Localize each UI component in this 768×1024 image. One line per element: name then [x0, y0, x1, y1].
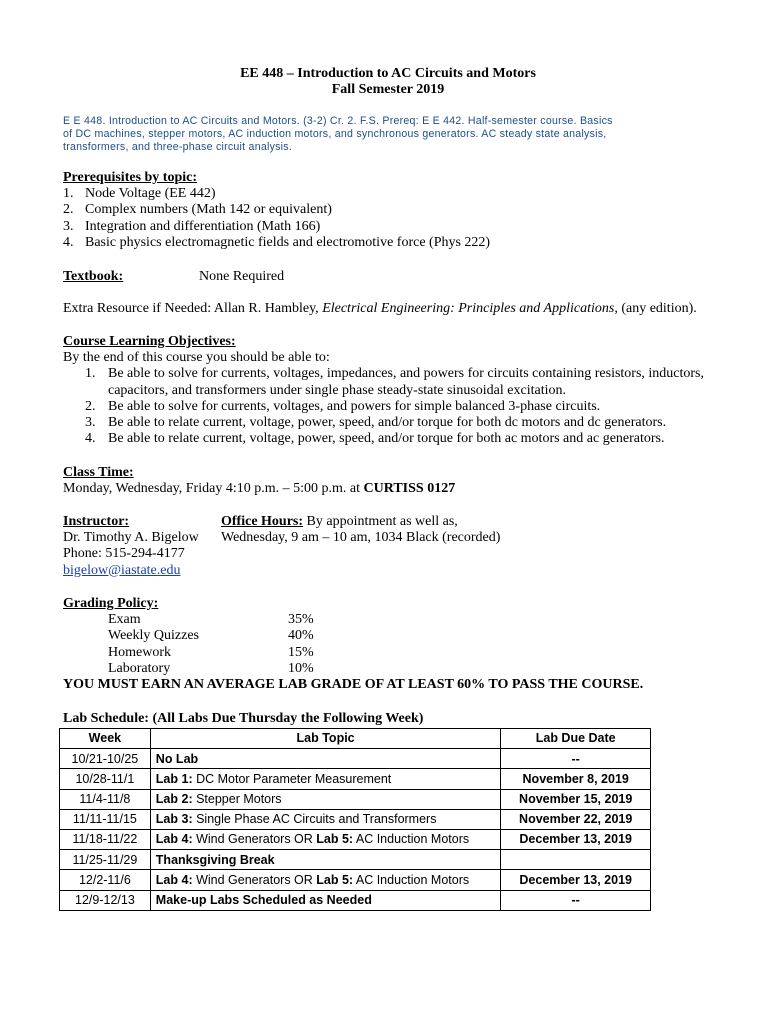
instructor-email-link[interactable]: bigelow@iastate.edu [63, 562, 181, 578]
due-cell: December 13, 2019 [501, 829, 651, 849]
topic-text: AC Induction Motors [353, 832, 470, 847]
item-text: Be able to solve for currents, voltages, impedances, and powers for circuits containing resistors, inductors, capacitors, and transformers under single phase steady-state sinusoidal excitation. [108, 366, 705, 398]
due-cell [501, 850, 651, 870]
table-row [60, 850, 651, 870]
table-header-row [60, 729, 651, 749]
grade-value: 35% [288, 612, 314, 628]
class-time-text [63, 481, 713, 497]
table-row [60, 789, 651, 809]
textbook-value: None Required [199, 269, 285, 284]
item-number: 3. [63, 218, 74, 234]
table-row [60, 769, 651, 789]
topic-text: DC Motor Parameter Measurement [192, 771, 392, 786]
table-row [60, 890, 651, 910]
grade-value: 15% [288, 644, 314, 660]
instructor-phone: Phone: 515-294-4177 [63, 546, 185, 562]
objectives-intro: By the end of this course you should be able to: [63, 350, 330, 366]
topic-text: Wind Generators OR [192, 832, 317, 847]
list-item [63, 415, 713, 431]
objectives-section [63, 334, 713, 447]
due-cell: November 22, 2019 [501, 809, 651, 829]
topic-text: Single Phase AC Circuits and Transformers [192, 812, 437, 827]
office-hours-line: Wednesday, 9 am – 10 am, 1034 Black (recorded) [221, 530, 501, 546]
grade-row [63, 612, 713, 628]
grade-label: Homework [108, 644, 171, 660]
list-item [63, 186, 713, 202]
office-hours-info [221, 514, 500, 579]
week-cell: 12/2-11/6 [60, 870, 151, 890]
instructor-section [63, 514, 713, 579]
lab-grade-notice: YOU MUST EARN AN AVERAGE LAB GRADE OF AT LEAST 60% TO PASS THE COURSE. [63, 677, 644, 693]
table-row [60, 870, 651, 890]
textbook-label: Textbook: [63, 269, 124, 284]
topic-cell [150, 789, 501, 809]
extra-resource-title: Electrical Engineering: Principles and Applications [322, 301, 615, 317]
office-hours-heading: Office Hours: [221, 514, 304, 529]
due-cell: November 8, 2019 [501, 769, 651, 789]
column-header-week: Week [60, 729, 151, 749]
topic-bold: Thanksgiving Break [155, 852, 275, 867]
item-text: Be able to solve for currents, voltages, and powers for simple balanced 3-phase circuits. [108, 398, 601, 414]
prerequisites-section [63, 170, 713, 251]
instructor-info [63, 514, 221, 579]
grading-section [63, 596, 713, 693]
list-item [63, 202, 713, 218]
class-time-schedule: Monday, Wednesday, Friday 4:10 p.m. – 5:00 p.m. at [63, 481, 364, 497]
table-row [60, 749, 651, 769]
catalog-description [63, 115, 713, 154]
topic-cell [150, 769, 501, 789]
class-location: CURTISS 0127 [363, 481, 456, 497]
extra-resource [63, 301, 713, 317]
week-cell: 10/28-11/1 [60, 769, 151, 789]
week-cell: 11/25-11/29 [60, 850, 151, 870]
catalog-line: E E 448. Introduction to AC Circuits and Motors. (3-2) Cr. 2. F.S. Prereq: E E 442. Half-semester course. Basics [63, 115, 613, 127]
semester: Fall Semester 2019 [331, 82, 445, 98]
grade-value: 10% [288, 660, 314, 676]
week-cell: 12/9-12/13 [60, 890, 151, 910]
textbook-section [63, 269, 713, 317]
topic-bold: Lab 5: [316, 832, 354, 847]
item-text: Node Voltage (EE 442) [85, 186, 216, 202]
grade-row [63, 628, 713, 644]
topic-text: Stepper Motors [192, 792, 282, 807]
item-number: 1. [85, 366, 96, 382]
due-cell: November 15, 2019 [501, 789, 651, 809]
week-cell: 10/21-10/25 [60, 749, 151, 769]
topic-bold: Lab 5: [316, 872, 354, 887]
item-number: 4. [63, 234, 74, 250]
topic-bold: Lab 1: [155, 771, 193, 786]
table-row [60, 809, 651, 829]
topic-bold: Lab 2: [155, 792, 193, 807]
course-header [63, 66, 713, 98]
grade-label: Laboratory [108, 660, 171, 676]
office-hours-line: By appointment as well as, [303, 514, 458, 529]
topic-cell [150, 890, 501, 910]
list-item [63, 431, 713, 447]
grade-label: Weekly Quizzes [108, 628, 199, 644]
catalog-line: of DC machines, stepper motors, AC induction motors, and synchronous generators. AC steady state analysis, [63, 128, 607, 140]
objectives-list [63, 366, 713, 447]
item-text: Basic physics electromagnetic fields and electromotive force (Phys 222) [85, 234, 491, 250]
topic-bold: Lab 4: [155, 872, 193, 887]
instructor-heading: Instructor: [63, 514, 130, 529]
topic-text: Wind Generators OR [192, 872, 317, 887]
objectives-heading: Course Learning Objectives: [63, 334, 236, 349]
week-cell: 11/4-11/8 [60, 789, 151, 809]
topic-bold: Lab 3: [155, 812, 193, 827]
catalog-line: transformers, and three-phase circuit analysis. [63, 141, 293, 153]
topic-cell [150, 850, 501, 870]
topic-bold: Make-up Labs Scheduled as Needed [155, 892, 372, 907]
item-number: 2. [85, 398, 96, 414]
grade-row [63, 645, 713, 661]
list-item [63, 219, 713, 235]
column-header-due: Lab Due Date [501, 729, 651, 749]
column-header-topic: Lab Topic [150, 729, 501, 749]
table-row [60, 829, 651, 849]
week-cell: 11/18-11/22 [60, 829, 151, 849]
list-item [63, 366, 713, 398]
grade-label: Exam [108, 612, 141, 628]
item-text: Complex numbers (Math 142 or equivalent) [85, 202, 332, 218]
extra-resource-prefix: Extra Resource if Needed: Allan R. Hambley, [63, 301, 323, 317]
due-cell: -- [501, 890, 651, 910]
week-cell: 11/11-11/15 [60, 809, 151, 829]
grade-row [63, 661, 713, 677]
list-item [63, 399, 713, 415]
extra-resource-suffix: , (any edition). [614, 301, 697, 317]
item-number: 1. [63, 186, 74, 202]
list-item [63, 235, 713, 251]
item-number: 4. [85, 431, 96, 447]
course-title: EE 448 – Introduction to AC Circuits and Motors [240, 66, 536, 81]
lab-schedule-table [59, 728, 651, 911]
class-time-heading: Class Time: [63, 465, 134, 480]
topic-cell [150, 829, 501, 849]
item-number: 2. [63, 202, 74, 218]
lab-schedule-heading: Lab Schedule: (All Labs Due Thursday the Following Week) [63, 711, 424, 726]
instructor-name: Dr. Timothy A. Bigelow [63, 530, 199, 546]
grade-value: 40% [288, 628, 314, 644]
topic-cell [150, 870, 501, 890]
item-text: Be able to relate current, voltage, power, speed, and/or torque for both dc motors and dc generators. [108, 415, 667, 431]
due-cell: -- [501, 749, 651, 769]
item-text: Integration and differentiation (Math 166) [85, 218, 321, 234]
topic-text: AC Induction Motors [353, 872, 470, 887]
class-time-section [63, 465, 713, 497]
grading-heading: Grading Policy: [63, 596, 159, 611]
topic-cell [150, 809, 501, 829]
topic-cell [150, 749, 501, 769]
item-number: 3. [85, 415, 96, 431]
prerequisites-heading: Prerequisites by topic: [63, 170, 198, 185]
topic-bold: Lab 4: [155, 832, 193, 847]
prerequisites-list [63, 186, 713, 251]
topic-bold: No Lab [155, 751, 199, 766]
due-cell: December 13, 2019 [501, 870, 651, 890]
item-text: Be able to relate current, voltage, power, speed, and/or torque for both ac motors and ac generators. [108, 431, 665, 447]
